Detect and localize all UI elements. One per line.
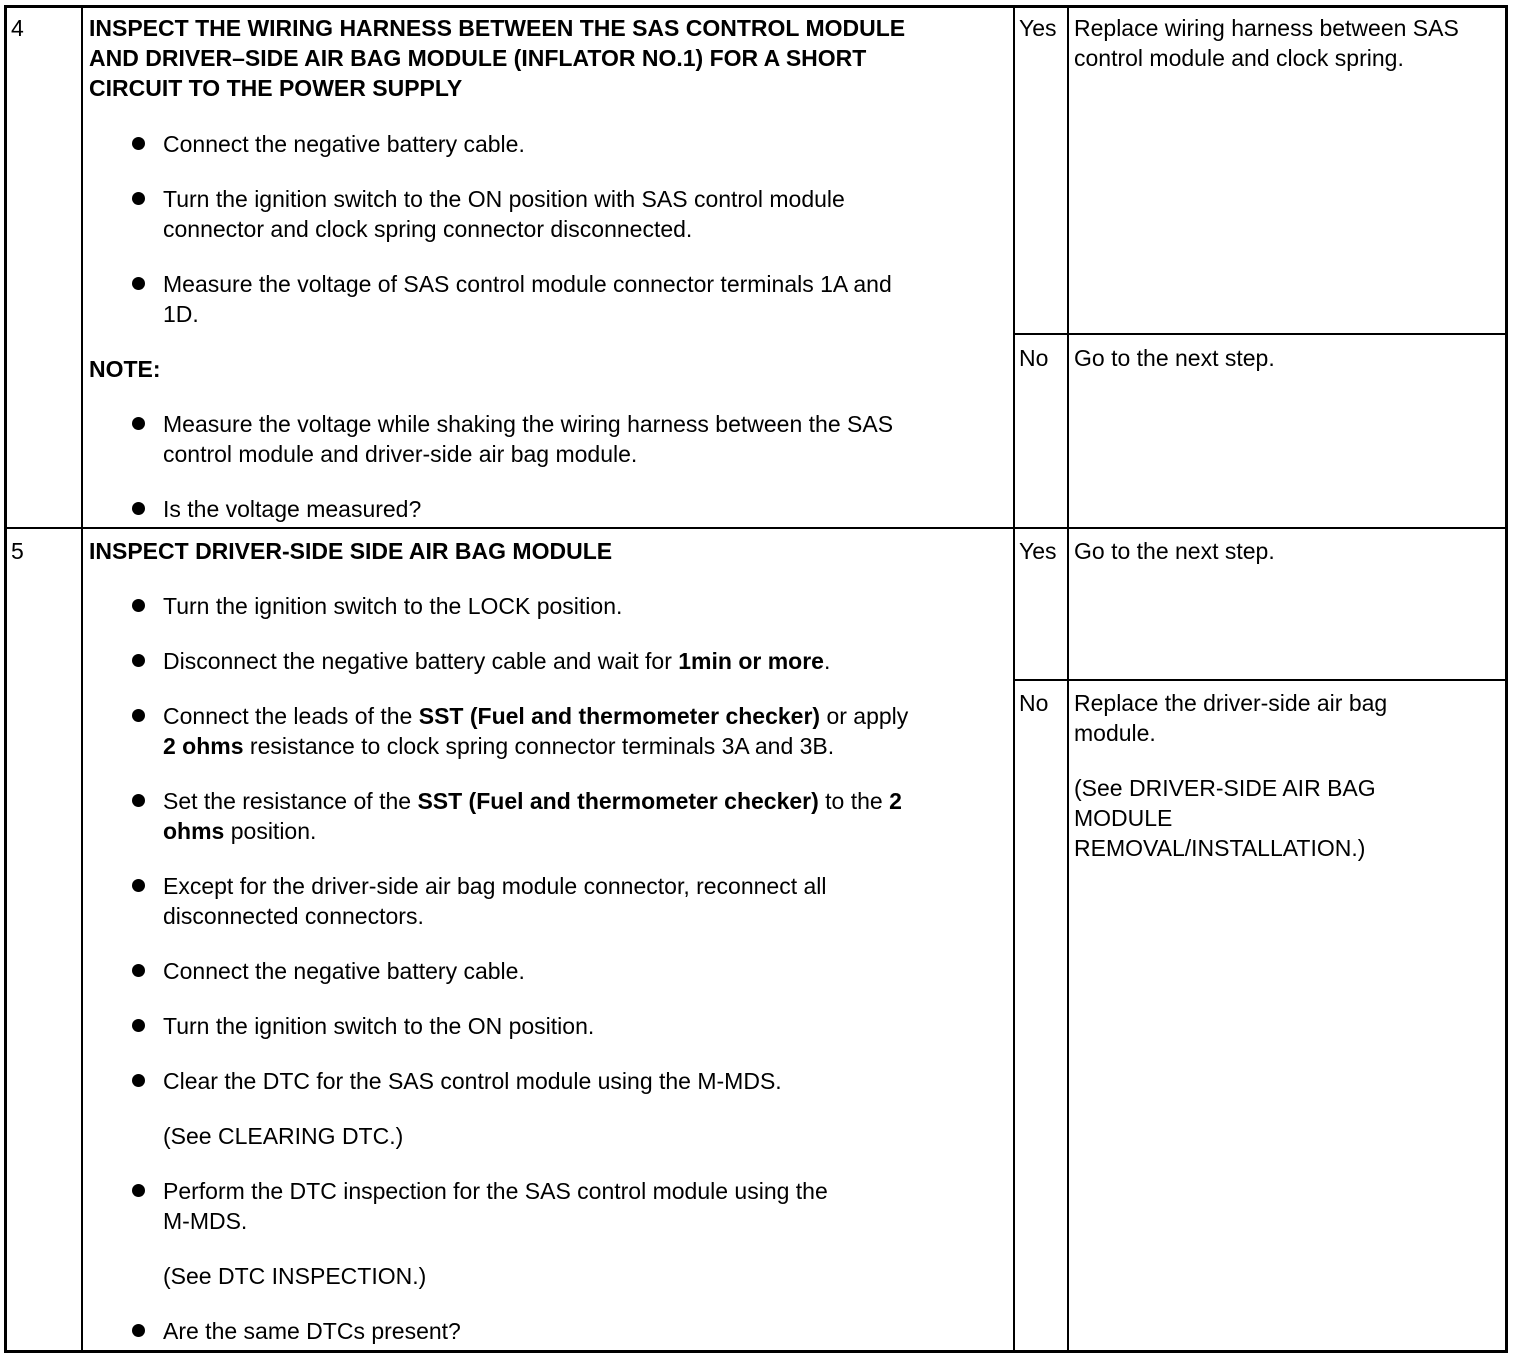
result-action-text: control module and clock spring. bbox=[1074, 45, 1404, 71]
instruction-text: 2 ohms resistance to clock spring connector terminals 3A and 3B. bbox=[163, 733, 835, 759]
instruction-text: connector and clock spring connector disconnected. bbox=[163, 216, 693, 242]
column-divider bbox=[81, 5, 83, 1353]
result-action-text: Replace wiring harness between SAS bbox=[1074, 15, 1459, 41]
instruction-text: Is the voltage measured? bbox=[163, 496, 422, 522]
bullet-icon bbox=[132, 137, 145, 150]
instruction-text: Connect the leads of the SST (Fuel and thermometer checker) or apply bbox=[163, 703, 909, 729]
bullet-icon bbox=[132, 1184, 145, 1197]
bullet-icon bbox=[132, 964, 145, 977]
result-action-text: Go to the next step. bbox=[1074, 538, 1275, 564]
bullet-icon bbox=[132, 1074, 145, 1087]
bullet-icon bbox=[132, 709, 145, 722]
result-action-text: module. bbox=[1074, 720, 1156, 746]
bullet-icon bbox=[132, 277, 145, 290]
result-yes-label: Yes bbox=[1019, 538, 1057, 564]
step-title-line: AND DRIVER–SIDE AIR BAG MODULE (INFLATOR NO.1) FOR A SHORT bbox=[89, 45, 867, 71]
bullet-icon bbox=[132, 417, 145, 430]
bullet-icon bbox=[132, 1324, 145, 1337]
instruction-text: Turn the ignition switch to the ON position. bbox=[163, 1013, 595, 1039]
result-yes-label: Yes bbox=[1019, 15, 1057, 41]
instruction-text: disconnected connectors. bbox=[163, 903, 424, 929]
instruction-text: control module and driver-side air bag module. bbox=[163, 441, 638, 467]
result-action-text: Go to the next step. bbox=[1074, 345, 1275, 371]
note-label: NOTE: bbox=[89, 356, 161, 382]
row-divider bbox=[4, 527, 1508, 529]
bullet-icon bbox=[132, 1019, 145, 1032]
instruction-text: Clear the DTC for the SAS control module using the M-MDS. bbox=[163, 1068, 782, 1094]
bullet-icon bbox=[132, 192, 145, 205]
instruction-text: 1D. bbox=[163, 301, 199, 327]
reference-text: (See DRIVER-SIDE AIR BAG bbox=[1074, 775, 1376, 801]
step-title-line: CIRCUIT TO THE POWER SUPPLY bbox=[89, 75, 463, 101]
step-title-line: INSPECT DRIVER-SIDE SIDE AIR BAG MODULE bbox=[89, 538, 613, 564]
bullet-icon bbox=[132, 502, 145, 515]
instruction-text: Are the same DTCs present? bbox=[163, 1318, 461, 1344]
instruction-text: Connect the negative battery cable. bbox=[163, 958, 525, 984]
bullet-icon bbox=[132, 654, 145, 667]
instruction-text: Measure the voltage of SAS control module connector terminals 1A and bbox=[163, 271, 892, 297]
reference-text: (See DTC INSPECTION.) bbox=[163, 1263, 427, 1289]
row-divider bbox=[1013, 679, 1508, 681]
reference-text: (See CLEARING DTC.) bbox=[163, 1123, 404, 1149]
instruction-text: Measure the voltage while shaking the wiring harness between the SAS bbox=[163, 411, 894, 437]
result-no-label: No bbox=[1019, 345, 1049, 371]
instruction-text: Turn the ignition switch to the ON position with SAS control module bbox=[163, 186, 845, 212]
instruction-text: Set the resistance of the SST (Fuel and thermometer checker) to the 2 bbox=[163, 788, 902, 814]
bullet-icon bbox=[132, 599, 145, 612]
bullet-icon bbox=[132, 879, 145, 892]
instruction-text: Disconnect the negative battery cable and wait for 1min or more. bbox=[163, 648, 831, 674]
result-action-text: Replace the driver-side air bag bbox=[1074, 690, 1388, 716]
result-no-label: No bbox=[1019, 690, 1049, 716]
step-title-line: INSPECT THE WIRING HARNESS BETWEEN THE SAS CONTROL MODULE bbox=[89, 15, 906, 41]
instruction-text: Connect the negative battery cable. bbox=[163, 131, 525, 157]
instruction-text: Except for the driver-side air bag module connector, reconnect all bbox=[163, 873, 827, 899]
instruction-text: M-MDS. bbox=[163, 1208, 248, 1234]
reference-text: REMOVAL/INSTALLATION.) bbox=[1074, 835, 1366, 861]
step-number: 4 bbox=[11, 15, 24, 41]
instruction-text: ohms position. bbox=[163, 818, 317, 844]
instruction-text: Turn the ignition switch to the LOCK position. bbox=[163, 593, 623, 619]
row-divider bbox=[1013, 333, 1508, 335]
instruction-text: Perform the DTC inspection for the SAS control module using the bbox=[163, 1178, 828, 1204]
step-number: 5 bbox=[11, 538, 24, 564]
reference-text: MODULE bbox=[1074, 805, 1173, 831]
bullet-icon bbox=[132, 794, 145, 807]
